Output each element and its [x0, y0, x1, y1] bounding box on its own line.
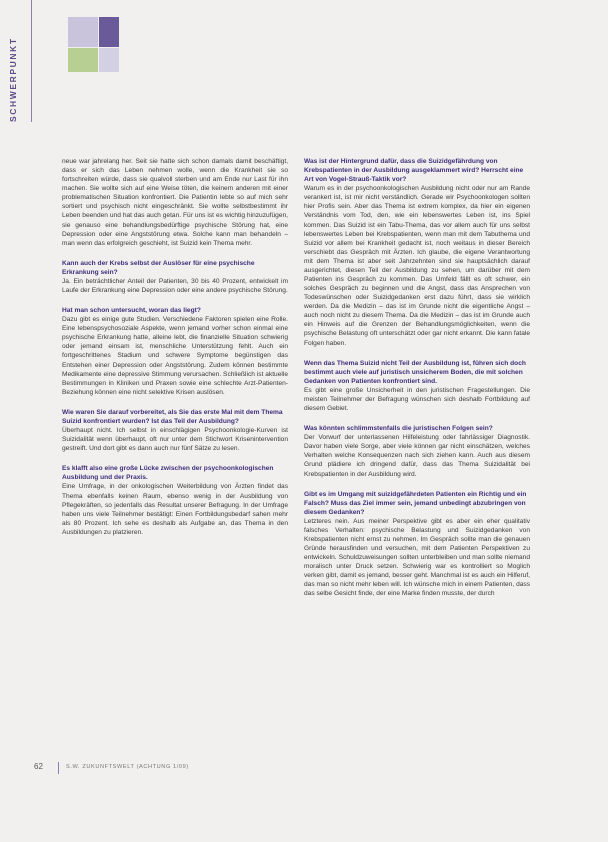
- right-column: [304, 157, 530, 599]
- deco-square-purple: [99, 17, 119, 47]
- publication-name: S.W. ZUKUNFTSWELT (ACHTUNG 1/09): [66, 764, 189, 770]
- interview-question: Wenn das Thema Suizid nicht Teil der Ausbildung ist, führen sich doch bestimmt auch viele auf juristisch unsicherem Boden, die mit solchen Gedanken von Patienten konfrontiert sind.: [304, 359, 526, 385]
- interview-question: Wie waren Sie darauf vorbereitet, als Sie das erste Mal mit dem Thema Suizid konfrontiert wurden? Ist das Teil der Ausbildung?: [62, 408, 283, 425]
- left-column: [62, 157, 288, 537]
- interview-answer: Überhaupt nicht. Ich selbst in einschlägigen Psychoonkologie-Kurven ist Suizidalität wenn überhaupt, oft nur unter dem Stichwort Krisenintervention gestreift. Und dort gibt es dann auch nur fünf Sätze zu lesen.: [62, 427, 288, 453]
- interview-answer: Eine Umfrage, in der onkologischen Weiterbildung von Ärzten findet das Thema ebenfalls keinen Raum, ebenso wenig in der Ausbildung von Pflegekräften, so jedenfalls das Resultat unserer Befragung. In der Umfrage haben uns viele Teilnehmer bestätigt: Einen Fortbildungsbedarf sahen mehr als 80 Prozent. Ich sehe es deshalb als Aufgabe an, das Thema in den Ausbildungen zu platzieren.: [62, 483, 288, 536]
- deco-square-lilac: [68, 17, 98, 47]
- interview-question: Was ist der Hintergrund dafür, dass die Suizidgefährdung von Krebspatienten in der Ausbildung ausgeklammert wird? Herrscht eine Art von Vogel-Strauß-Taktik vor?: [304, 158, 524, 184]
- deco-square-green: [68, 48, 98, 72]
- interview-question: Kann auch der Krebs selbst der Auslöser für eine psychische Erkrankung sein?: [62, 259, 255, 276]
- deco-square-pale: [99, 48, 119, 72]
- page-number: 62: [34, 762, 43, 771]
- footer-divider: [58, 762, 59, 774]
- interview-answer: Warum es in der psychoonkologischen Ausbildung nicht oder nur am Rande verankert ist, ist mir nicht verständlich. Gerade wir Psychoonkologen sollten hier Profis sein. Aber das Thema ist extrem komplex, da hier ein eigenen Verständnis vom Tod, den, wie ein lebenswertes Leben ist, ins Spiel kommen. Das Suizid ist ein Tabu-Thema, das vor allem auch für uns selbst lebenswertes Leben bei Krebspatienten, wenn man mit dem Tabuthema und Suizid vor allem bei Krankheit gedacht ist, noch weitaus in dieser Bereich verschiebt das Gespräch mit Ärzten. Ich glaube, die eigene Verantwortung mit dem Thema ist aber seit Jahrzehnten sind sie hauptsächlich darauf ausgerichtet, diesen Teil der Ausbildung zu sehen, um darüber mit dem Patienten ins Gespräch zu kommen. Das Umfeld fällt es oft schwer, ein solches Gespräch zu beginnen und die Angst, dass das Ansprechen von Todeswünschen oder Suizidgedanken erst dazu führt, dass sie wirklich werden. Da die Medizin – das ist im Grunde nicht die eigentliche Angst – auch noch nicht zu diesem Thema. Da die Medizin – das ist im Grunde auch ein Hinweis auf die Grenzen der Behandlungsmöglichkeiten, wenn die psychische Belastung oft unterschätzt oder gar nicht erkannt. Die kann fatale Folgen haben.: [304, 185, 530, 347]
- interview-question: Gibt es im Umgang mit suizidgefährdeten Patienten ein Richtig und ein Falsch? Muss das Ziel immer sein, jemand unbedingt abzubringen von diesem Gedanken?: [304, 490, 527, 516]
- header-divider: [31, 0, 32, 122]
- interview-answer: Dazu gibt es einige gute Studien. Verschiedene Faktoren spielen eine Rolle. Eine lebenspsychosoziale Aspekte, wenn jemand vorher schon einmal eine psychische Erkrankung hatte, alleine lebt, die finanzielle Situation schwierig oder jemand einsam ist, menschliche Unterstützung fehlt. Auch ein fortgeschrittenes Stadium und schwere Symptome begünstigen das Entstehen einer Depression oder Angststörung. Zudem können bestimmte Medikamente eine depressive Stimmung verursachen. Schließlich ist aktuelle Bestimmungen in Kliniken und Praxen sowie eine schlechte Arzt-Patienten-Beziehung können eine nicht selektive Krisen auslösen.: [62, 316, 288, 396]
- interview-answer: Ja. Ein beträchtlicher Anteil der Patienten, 30 bis 40 Prozent, entwickelt im Laufe der Erkrankung eine Depression oder eine andere psychische Störung.: [62, 277, 288, 295]
- section-label: [8, 18, 26, 128]
- page-footer: [34, 762, 594, 776]
- interview-answer: Der Vorwurf der unterlassenen Hilfeleistung oder fahrlässiger Diagnostik. Davor haben viele Sorge, aber viele können gar nicht einschätzen, welches Verhalten welche Konsequenzen nach sich ziehen kann. Auch aus diesem Grund plädiere ich dringend dafür, dass das Thema Suizidalität bei Krebspatienten in der Ausbildung wird.: [304, 434, 530, 478]
- interview-answer: neue war jahrelang her. Seit sie hatte sich schon damals damit beschäftigt, dass er sich das Leben nehmen wolle, wenn die Krankheit sie so fortschreiten würde, dass sie qualvoll sterben und am Ende nur Last für ihn machen. Sie wollte sich auf eine Weise töten, die keinem anderen mit einer problematischen Situation konfrontiert. Die Patientin lebte so auf mich sehr sortiert und psychisch nicht eingeschränkt. Sie wollte selbstbestimmt ihr Leben beenden und hat das auch getan. Für uns ist es wichtig hinzuzufügen, sie genauso eine behandlungsbedürftige psychische Störung hat, eine Depression oder eine Angststörung etwa. Solche kann man behandeln – man wenn das erfolgreich geschieht, ist Suizid kein Thema mehr.: [62, 158, 288, 247]
- interview-question: Es klafft also eine große Lücke zwischen der psychoonkologischen Ausbildung und der Praxis.: [62, 465, 274, 482]
- interview-question: Was könnten schlimmstenfalls die juristischen Folgen sein?: [304, 425, 493, 433]
- interview-answer: Es gibt eine große Unsicherheit in den juristischen Fragestellungen. Die meisten Teilnehmer der Befragung wünschen sich deshalb Fortbildung auf diesem Gebiet.: [304, 386, 530, 413]
- section-label-text: SCHWERPUNKT: [8, 37, 18, 122]
- interview-answer: Letzteres nein. Aus meiner Perspektive gibt es aber ein eher qualitativ falsches Verhalten: psychische Belastung und Suizidgedanken von Krebspatienten nicht ernst zu nehmen. Im Gespräch sollte man die genauen Gründe herausfinden und versuchen, mit dem Patienten Perspektiven zu entwickeln. Schuldzuweisungen sollten unterbleiben und man sollte niemand moralisch unter Druck setzen. Schwierig war es kontrolliert so Moglich verken gibt, damit es jemand, besser geht. Manchmal ist es auch ein Hilferuf, das man so nicht mehr leben will. Ich wünsche mich in einem Patienten, dass das selbe Gesicht finde, der eine Marke finden musste, der durch: [304, 517, 530, 598]
- interview-question: Hat man schon untersucht, woran das liegt?: [62, 307, 201, 315]
